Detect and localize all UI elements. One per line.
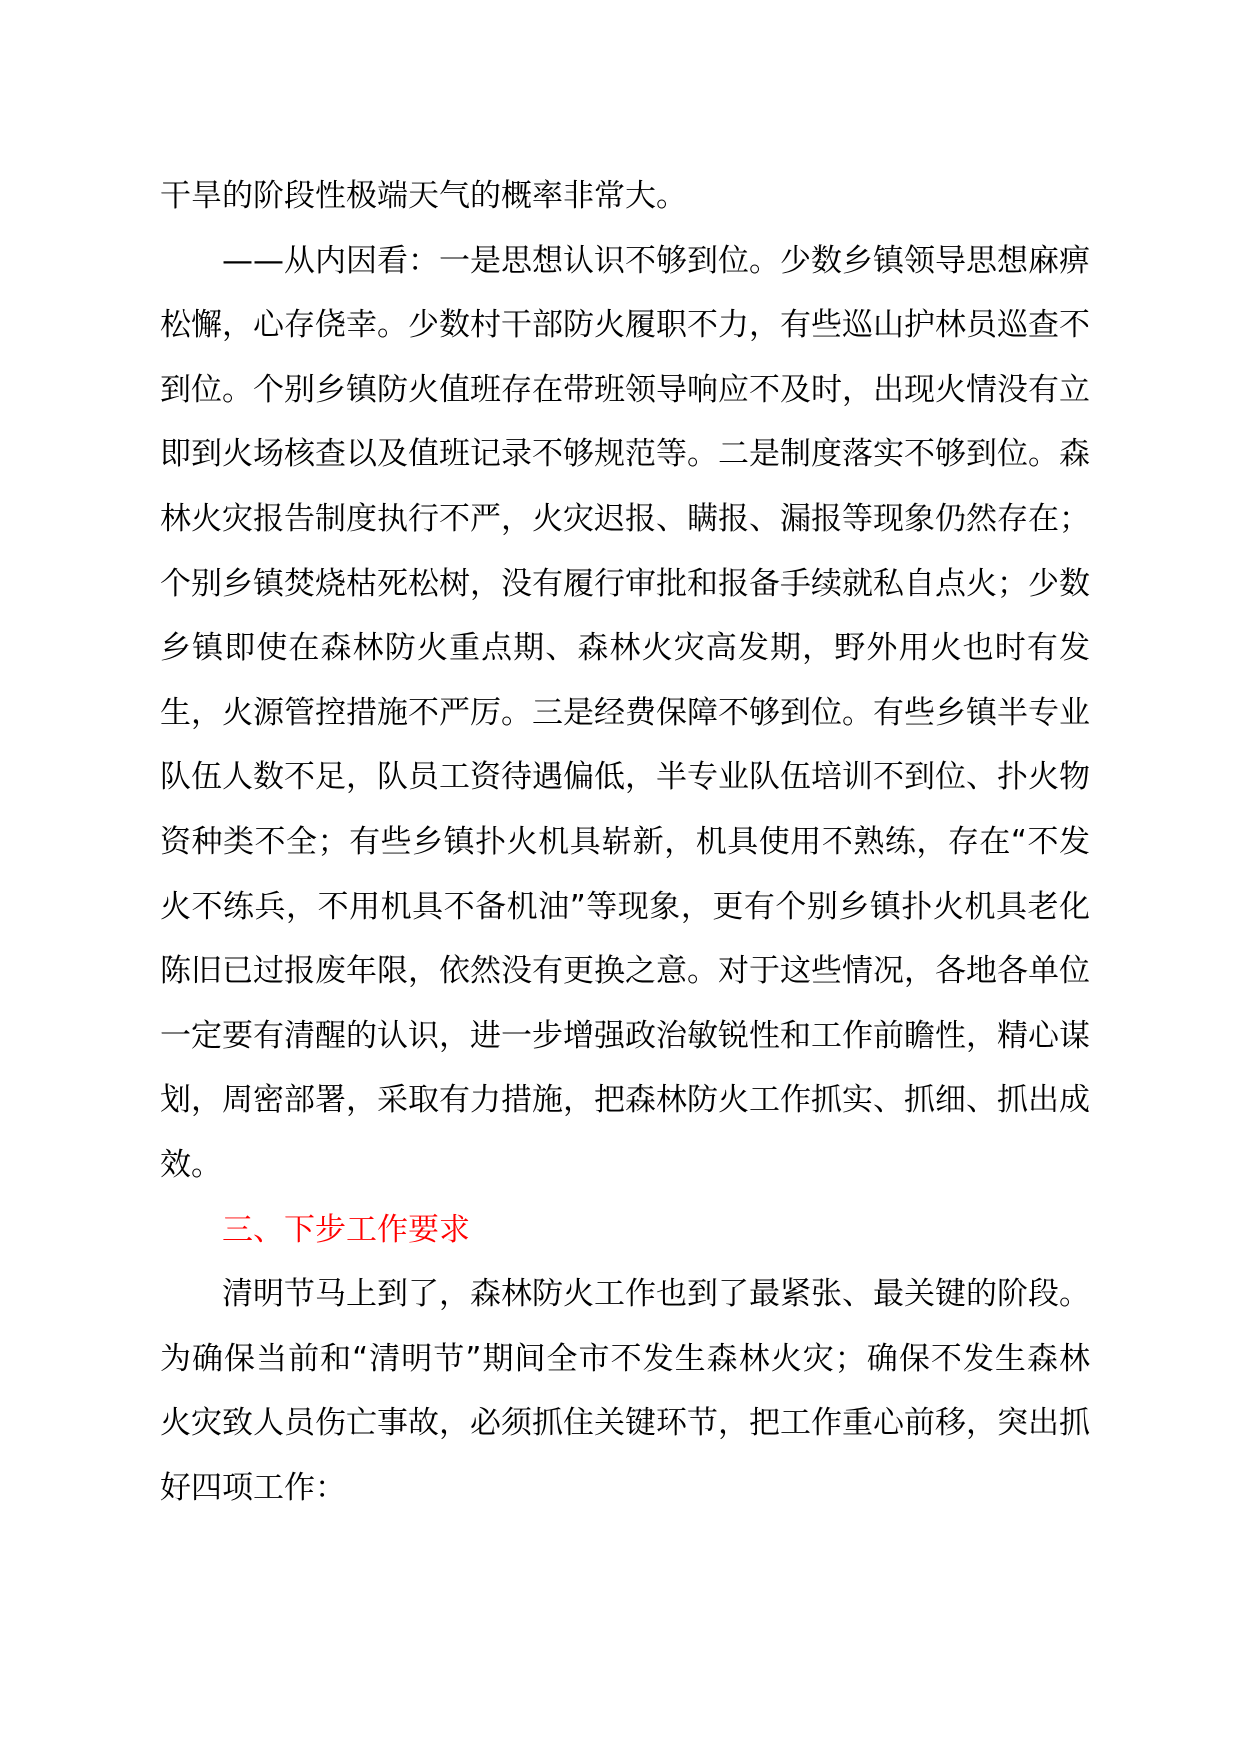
paragraph-continuation: 干旱的阶段性极端天气的概率非常大。 [160,178,687,214]
section-heading: 三、下步工作要求 [222,1211,470,1248]
document-body [160,164,1090,1520]
paragraph-internal-causes: ——从内因看：一是思想认识不够到位。少数乡镇领导思想麻痹松懈，心存侥幸。少数村干部防火履职不力，有些巡山护林员巡查不到位。个别乡镇防火值班存在带班领导响应不及时，出现火情没有立即到火场核查以及值班记录不够规范等。二是制度落实不够到位。森林火灾报告制度执行不严，火灾迟报、瞒报、漏报等现象仍然存在；个别乡镇焚烧枯死松树，没有履行审批和报备手续就私自点火；少数乡镇即使在森林防火重点期、森林火灾高发期，野外用火也时有发生，火源管控措施不严厉。三是经费保障不够到位。有些乡镇半专业队伍人数不足，队员工资待遇偏低，半专业队伍培训不到位、扑火物资种类不全；有些乡镇扑火机具崭新，机具使用不熟练，存在“不发火不练兵，不用机具不备机油”等现象，更有个别乡镇扑火机具老化陈旧已过报废年限，依然没有更换之意。对于这些情况，各地各单位一定要有清醒的认识，进一步增强政治敏锐性和工作前瞻性，精心谋划，周密部署，采取有力措施，把森林防火工作抓实、抓细、抓出成效。 [160,242,1090,1183]
paragraph-next-steps-intro: 清明节马上到了，森林防火工作也到了最紧张、最关键的阶段。为确保当前和“清明节”期间全市不发生森林火灾；确保不发生森林火灾致人员伤亡事故，必须抓住关键环节，把工作重心前移，突出抓好四项工作： [160,1276,1090,1506]
